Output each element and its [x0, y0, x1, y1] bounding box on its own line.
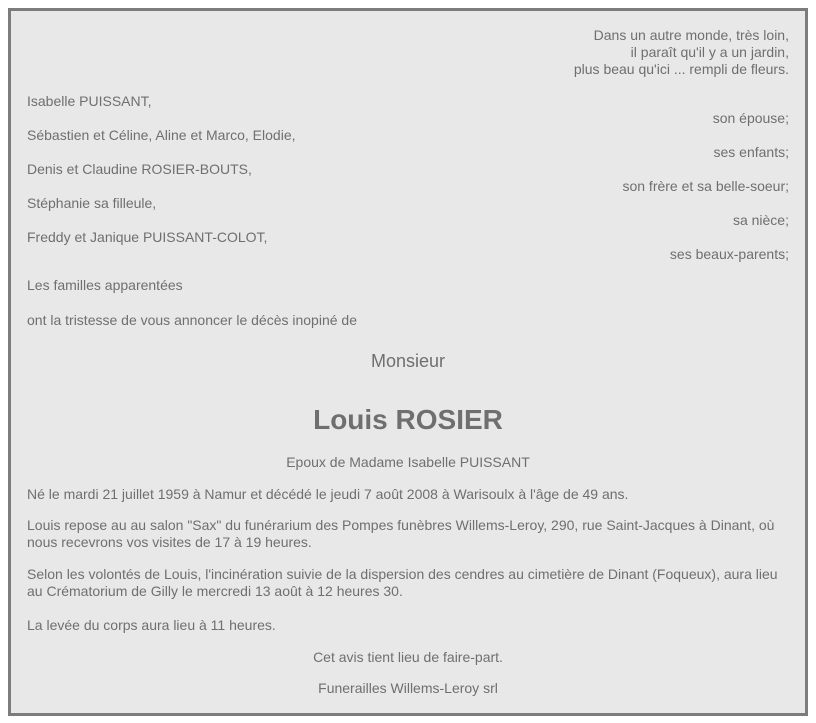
- obituary-content: [27, 11, 789, 713]
- relative-relation: son frère et sa belle-soeur;: [622, 178, 789, 194]
- relative-relation: sa nièce;: [732, 212, 789, 228]
- families-line: Les familles apparentées: [27, 277, 183, 293]
- obituary-card: [8, 8, 808, 716]
- poem-line: il paraît qu'il y a un jardin,: [630, 44, 789, 60]
- relative-names: Denis et Claudine ROSIER-BOUTS,: [27, 161, 252, 177]
- deceased-name: Louis ROSIER: [313, 404, 503, 435]
- announcement-line: ont la tristesse de vous annoncer le décès inopiné de: [27, 312, 357, 328]
- poem-line: Dans un autre monde, très loin,: [593, 27, 789, 43]
- cremation-paragraph: Selon les volontés de Louis, l'incinération suivie de la dispersion des cendres au cimetière de Dinant (Foqueux), aura lieu au Crématorium de Gilly le mercredi 13 août à 12 heures 30.: [27, 566, 778, 599]
- honorific: Monsieur: [370, 351, 446, 371]
- relative-names: Stéphanie sa filleule,: [27, 195, 157, 211]
- spouse-line: Epoux de Madame Isabelle PUISSANT: [286, 454, 530, 470]
- birth-death-paragraph: Né le mardi 21 juillet 1959 à Namur et décédé le jeudi 7 août 2008 à Warisoulx à l'âge de 49 ans.: [27, 486, 629, 502]
- relative-names: Freddy et Janique PUISSANT-COLOT,: [27, 229, 268, 245]
- relative-relation: ses enfants;: [713, 144, 789, 160]
- relative-relation: son épouse;: [712, 110, 789, 126]
- funeral-home-signature: Funerailles Willems-Leroy srl: [318, 680, 498, 696]
- repose-paragraph: Louis repose au au salon "Sax" du funérarium des Pompes funèbres Willems-Leroy, 290, rue Saint-Jacques à Dinant, où nous recevrons vos visites de 17 à 19 heures.: [27, 517, 775, 550]
- levee-paragraph: La levée du corps aura lieu à 11 heures.: [27, 617, 276, 633]
- notice-line: Cet avis tient lieu de faire-part.: [313, 649, 503, 665]
- relative-names: Sébastien et Céline, Aline et Marco, Elodie,: [27, 127, 296, 143]
- poem-line: plus beau qu'ici ... rempli de fleurs.: [573, 61, 789, 77]
- poem: [27, 27, 789, 78]
- relative-relation: ses beaux-parents;: [669, 246, 789, 262]
- relative-names: Isabelle PUISSANT,: [27, 93, 152, 109]
